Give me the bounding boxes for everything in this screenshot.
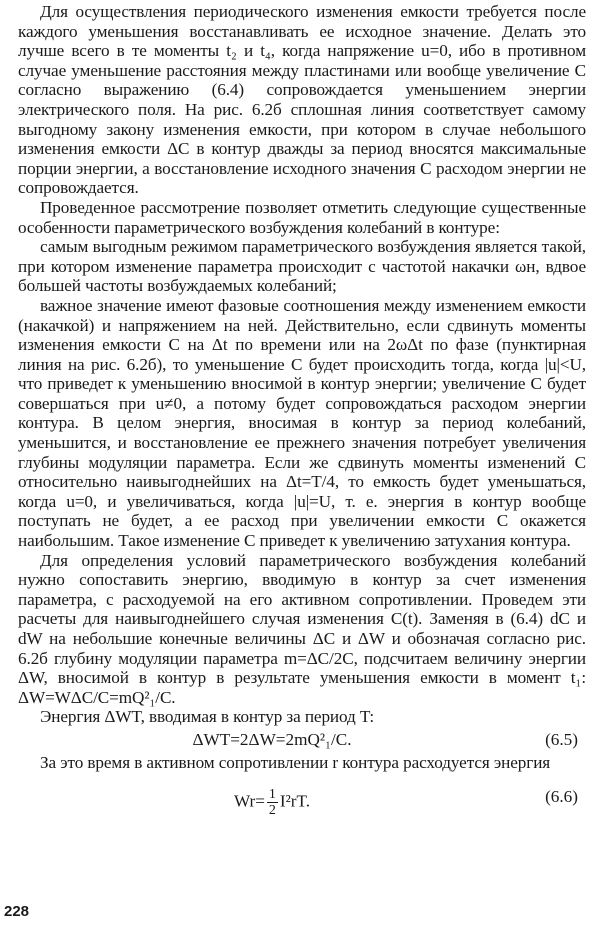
equation-6-6-body xyxy=(18,787,526,818)
paragraph-conditions: Для определения условий параметрического возбуждения колебаний нужно сопоставить энергию, вводимую в контур за счет изменения параметра, с расходуемой на его активном сопротивлении. Проведем эти расчеты для наивыгоднейшего случая изменения C(t). Заменяя в (6.4) dC и dW на небольшие конечные величины ΔC и ΔW и обозначая согласно рис. 6.2б глубину модуляции параметра m=ΔC/2C, подсчитаем величину энергии ΔW, вносимой в контур в результате уменьшения емкости в момент t₁: ΔW=WΔC/C=mQ²₁/C. xyxy=(18,550,586,707)
equation-6-6-fraction xyxy=(267,787,278,818)
equation-6-6-number: (6.6) xyxy=(545,786,578,806)
paragraph-optimal-mode: самым выгодным режимом параметрического возбуждения является такой, при котором изменение параметра происходит с частотой накачки ωн, вдвое большей частоты возбуждаемых колебаний; xyxy=(18,237,586,296)
paragraph-phase-relations: важное значение имеют фазовые соотношения между изменением емкости (накачкой) и напряжением на ней. Действительно, если сдвинуть моменты изменения емкости C на Δt по времени или на 2ωΔt по фазе (пунктирная линия на рис. 6.2б), то уменьшение C будет происходить тогда, когда |u|<U, что приведет к уменьшению вносимой в контур энергии; увеличение C будет совершаться при u≠0, а потому будет сопровождаться расходом энергии контура. В целом энергия, вносимая в контур за период колебаний, уменьшится, и восстановление ее прежнего значения потребует увеличения глубины модуляции параметра. Если же сдвинуть моменты изменений C относительно наивыгоднейших на Δt=T/4, то емкость будет уменьшаться, когда u=0, и увеличиваться, когда |u|=U, т. е. энергия в контур вообще поступать не будет, а ее расход при увеличении емкости C окажется наибольшим. Такое изменение C приведет к увеличению затухания контура. xyxy=(18,295,586,551)
fraction-numerator: 1 xyxy=(268,786,276,802)
equation-6-5-body: ΔWT=2ΔW=2mQ²₁/C. xyxy=(192,729,352,749)
equation-6-5 xyxy=(18,727,586,753)
paragraph-features-intro: Проведенное рассмотрение позволяет отметить следующие существенные особенности параметрического возбуждения колебаний в контуре: xyxy=(18,197,586,237)
page-body xyxy=(18,2,586,823)
equation-6-6 xyxy=(18,773,586,823)
paragraph-resistance-loss: За это время в активном сопротивлении r контура расходуется энергия xyxy=(40,752,551,772)
equation-6-6-lhs: Wr= xyxy=(233,791,265,811)
page-number: 228 xyxy=(4,903,30,920)
equation-6-6-rhs: I²rT. xyxy=(279,791,311,811)
paragraph-capacitance-restore: Для осуществления периодического изменения емкости требуется после каждого уменьшения восстанавливать ее исходное значение. Делать это лучше всего в те моменты t₂ и t₄, когда напряжение u=0, ибо в противном случае уменьшение расстояния между пластинами или вообще увеличение C согласно выражению (6.4) сопровождается уменьшением энергии электрического поля. На рис. 6.2б сплошная линия соответствует самому выгодному закону изменения емкости, при котором в случае небольшого изменения емкости ΔC в контур дважды за период вносятся максимальные порции энергии, а восстановление исходного значения C расходом энергии не сопровождается. xyxy=(18,2,586,198)
paragraph-energy-period: Энергия ΔWT, вводимая в контур за период T: xyxy=(40,707,375,727)
fraction-denominator: 2 xyxy=(268,802,276,818)
equation-6-5-number: (6.5) xyxy=(545,729,578,749)
